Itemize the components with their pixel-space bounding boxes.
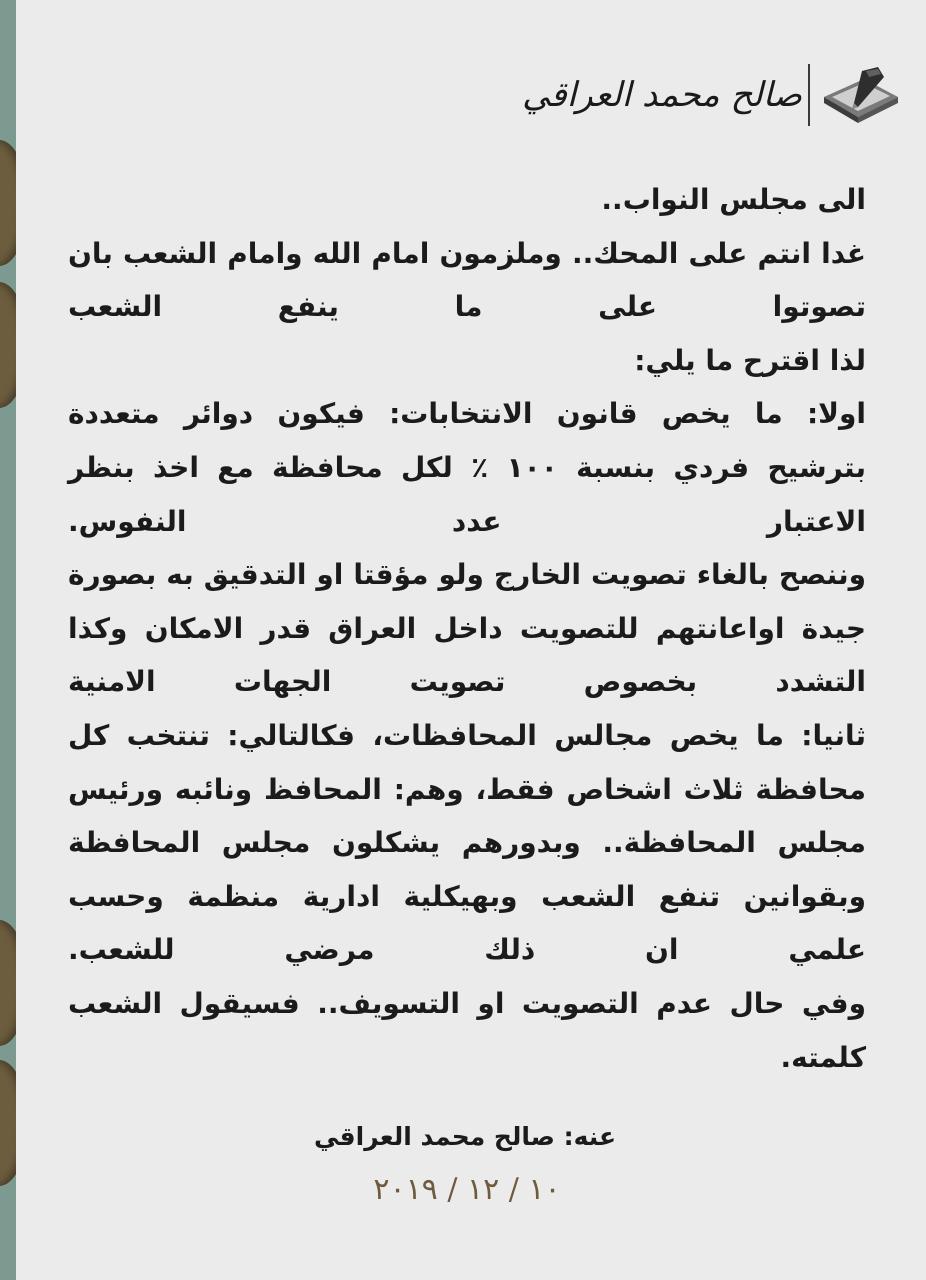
decorative-bead [0,282,16,408]
letter-paragraph: غدا انتم على المحك.. وملزمون امام الله وامام الشعب بان تصوتوا على ما ينفع الشعب [68,236,866,324]
letter-greeting: الى مجلس النواب.. [601,183,866,216]
letter-date: ١٠ / ١٢ / ٢٠١٩ [373,1172,561,1207]
letter-body [68,173,866,1084]
logo-divider [808,64,810,126]
letter-paragraph: ثانيا: ما يخص مجالس المحافظات، فكالتالي: تنتخب كل محافظة ثلاث اشخاص فقط، وهم: المحافظ ونائبه ورئيس مجلس المحافظة.. وبدورهم يشكلون مجلس المحافظة وبقوانين تنفع الشعب وبهيكلية ادارية منظمة وحسب علمي ان ذلك مرضي للشعب. [68,718,866,967]
decorative-bead [0,140,16,266]
author-logo [522,60,904,130]
letter-closing: وفي حال عدم التصويت او التسويف.. فسيقول الشعب كلمته. [68,986,866,1074]
letter-paragraph: لذا اقترح ما يلي: [634,343,866,377]
pen-paper-icon [818,63,904,127]
decorative-bead [0,920,16,1046]
signature: عنه: صالح محمد العراقي [313,1122,617,1151]
logo-calligraphy-name: صالح محمد العراقي [522,75,802,115]
letter-paragraph: اولا: ما يخص قانون الانتخابات: فيكون دوائر متعددة بترشيح فردي بنسبة ١٠٠ ٪ لكل محافظة مع اخذ بنظر الاعتبار عدد النفوس. [68,397,866,538]
left-decorative-strip [0,0,16,1280]
letter-paragraph: وننصح بالغاء تصويت الخارج ولو مؤقتا او التدقيق به بصورة جيدة اواعانتهم للتصويت داخل العراق قدر الامكان وكذا التشدد بخصوص تصويت الجهات الامنية [68,558,866,699]
